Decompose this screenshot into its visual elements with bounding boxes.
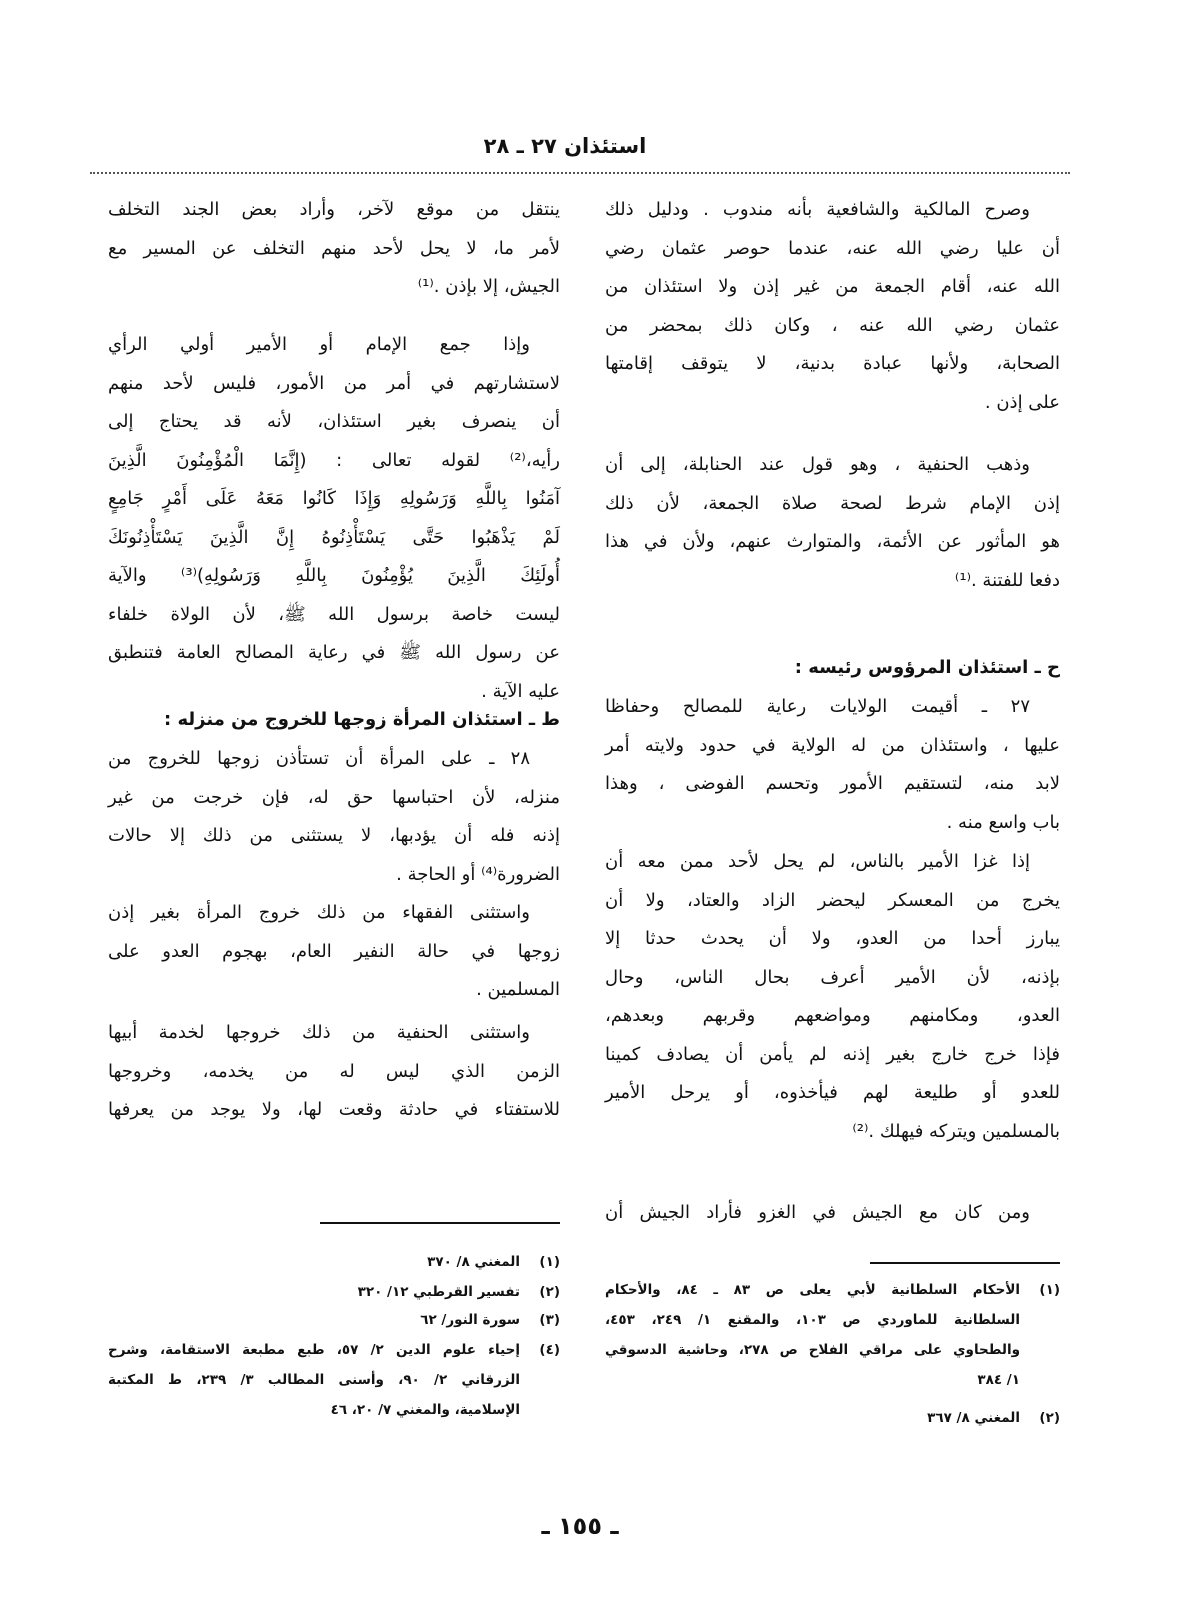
text-line: وذهب الحنفية ، وهو قول عند الحنابلة، إلى أن [605,454,1030,475]
footnote-line [605,1403,1060,1433]
footnote-text: المغني ٨/ ٣٧٠ [427,1254,520,1270]
footnote-line [108,1305,560,1335]
text-line: بإذنه، لأن الأمير أعرف بحال الناس، وحال [605,966,1060,988]
footnote [605,1403,1060,1433]
paragraph [108,740,560,894]
paragraph [605,446,1060,600]
footnote-number: (٤) [539,1342,560,1358]
footnote-number: (٣) [539,1312,560,1328]
paragraph [605,688,1060,842]
text-line: العدو، ومكامنهم ومواضعهم وقربهم وبعدهم، [605,1005,1060,1026]
paragraph [605,843,1060,1151]
text-line: ط ـ استئذان المرأة زوجها للخروج من منزله : [164,709,560,730]
text-line: ح ـ استئذان المرؤوس رئيسه : [794,657,1060,678]
section-heading [605,649,1060,688]
text-line: دفعا للفتنة .⁽¹⁾ [954,569,1060,591]
footnote-divider [870,1262,1060,1264]
text-line: إذا غزا الأمير بالناس، لم يحل لأحد ممن معه أن [605,851,1030,872]
footnote-number: (١) [539,1254,560,1270]
text-line: فإذا خرج خارج بغير إذنه لم يأمن أن يصادف كمينا [605,1043,1060,1065]
footnote-line [605,1275,1060,1305]
footnote-line [108,1277,560,1307]
footnote [108,1247,560,1277]
footnote-number: (٢) [539,1284,560,1300]
text-line: على إذن . [984,391,1060,413]
footnote [108,1335,560,1425]
footnote-divider [320,1222,560,1224]
text-line: ٢٧ ـ أقيمت الولايات رعاية للمصالح وحفاظا [605,696,1030,717]
text-line: يبارز أحدا من العدو، ولا أن يحدث حدثا إلا [605,928,1060,949]
text-line: آمَنُوا بِاللَّهِ وَرَسُولِهِ وَإِذَا كَانُوا مَعَهُ عَلَى أَمْرٍ جَامِعٍ [108,488,560,509]
text-line: باب واسع منه . [946,811,1060,833]
text-line: واستثنى الحنفية من ذلك خروجها لخدمة أبيها [108,1022,530,1043]
paragraph [108,326,560,711]
text-line: ليست خاصة برسول الله ﷺ، لأن الولاة خلفاء [108,603,560,625]
footnote-line [108,1335,560,1365]
footnote-text: المغني ٨/ ٣٦٧ [927,1410,1020,1426]
paragraph [605,191,1060,422]
text-line: بالمسلمين ويتركه فيهلك .⁽²⁾ [852,1120,1060,1142]
text-line: ٢٨ ـ على المرأة أن تستأذن زوجها للخروج من [108,748,530,769]
text-line: أُولَئِكَ الَّذِينَ يُؤْمِنُونَ بِاللَّهِ وَرَسُولِهِ)⁽³⁾ والآية [108,565,560,586]
footnote-line [108,1247,560,1277]
footnote-line: ١/ ٣٨٤ [977,1372,1020,1388]
footnote-line: السلطانية للماوردي ص ١٠٣، والمقنع ١/ ٢٤٩، ٤٥٣، [605,1312,1020,1328]
text-line: عثمان رضي الله عنه ، وكان ذلك بمحضر من [605,314,1060,336]
text-line: عليها ، واستئذان من له الولاية في حدود ولايته أمر [605,734,1060,756]
paragraph [108,894,560,1010]
footnote-line: الزرقاني ٢/ ٩٠، وأسنى المطالب ٣/ ٢٣٩، ط المكتبة [108,1372,520,1388]
header-dotted-divider [90,172,1070,174]
text-line: الله عنه، أقام الجمعة من غير إذن ولا استئذان من [605,276,1060,297]
text-line: للاستفتاء في حادثة وقعت لها، ولا يوجد من يعرفها [108,1099,560,1120]
paragraph [108,1014,560,1130]
text-line: ينتقل من موقع لآخر، وأراد بعض الجند التخلف [108,199,560,220]
footnote [108,1305,560,1335]
text-line: أن ينصرف بغير استئذان، لأنه قد يحتاج إلى [108,411,560,432]
text-line: للعدو أو طليعة لهم فيأخذوه، أو يرحل الأمير [605,1082,1060,1103]
text-line: وصرح المالكية والشافعية بأنه مندوب . ودليل ذلك [605,199,1030,220]
text-line: إذنه فله أن يؤدبها، لا يستثنى من ذلك إلا حالات [108,825,560,846]
text-line: وإذا جمع الإمام أو الأمير أولي الرأي [108,334,530,355]
text-line: لاستشارتهم في أمر من الأمور، فليس لأحد منهم [108,372,560,394]
text-line: الصحابة، ولأنها عبادة بدنية، لا يتوقف إقامتها [605,353,1060,374]
footnote-text: الأحكام السلطانية لأبي يعلى ص ٨٣ ـ ٨٤، والأحكام [605,1282,1021,1298]
text-line: عليه الآية . [481,680,560,702]
text-line: عن رسول الله ﷺ في رعاية المصالح العامة فتنطبق [108,642,560,663]
text-line: هو المأثور عن الأئمة، والمتوارث عنهم، ولأن في هذا [605,531,1060,552]
text-line: زوجها في حالة النفير العام، بهجوم العدو على [108,940,560,962]
paragraph [108,191,560,307]
footnote-number: (١) [1039,1282,1061,1298]
footnote-line: والطحاوي على مراقي الفلاح ص ٢٧٨، وحاشية الدسوقي [605,1342,1020,1358]
text-line: لأمر ما، لا يحل لأحد منهم التخلف عن المسير مع [108,237,560,259]
paragraph [605,1194,1060,1233]
footnote [108,1277,560,1307]
text-line: الضرورة⁽⁴⁾ أو الحاجة . [396,863,560,885]
section-heading [108,701,560,740]
text-line: واستثنى الفقهاء من ذلك خروج المرأة بغير إذن [108,902,530,923]
footnote-text: سورة النور/ ٦٢ [420,1312,520,1328]
text-line: رأيه،⁽²⁾ لقوله تعالى : (إِنَّمَا الْمُؤْمِنُونَ الَّذِينَ [108,449,560,471]
footnote-number: (٢) [1039,1410,1060,1426]
running-header: استئذان ٢٧ ـ ٢٨ [483,134,647,158]
text-line: ومن كان مع الجيش في الغزو فأراد الجيش أن [605,1202,1030,1223]
footnote-text: تفسير القرطبي ١٢/ ٣٢٠ [357,1284,520,1300]
footnote [605,1275,1060,1395]
text-line: إذن الإمام شرط لصحة صلاة الجمعة، لأن ذلك [605,492,1060,514]
text-line: الزمن الذي ليس له من يخدمه، وخروجها [108,1060,560,1082]
footnote-line: الإسلامية، والمغني ٧/ ٢٠، ٤٦ [330,1402,520,1418]
text-line: يخرج من المعسكر ليحضر الزاد والعتاد، ولا أن [605,889,1060,911]
text-line: منزله، لأن احتباسها حق له، فإن خرجت من غير [108,786,560,808]
text-line: الجيش، إلا بإذن .⁽¹⁾ [417,276,560,297]
text-line: لابد منه، لتستقيم الأمور وتحسم الفوضى ، وهذا [605,773,1060,794]
text-line: المسلمين . [476,979,560,1000]
page-number: ـ ١٥٥ ـ [541,1512,619,1540]
text-line: أن عليا رضي الله عنه، عندما حوصر عثمان رضي [605,237,1060,259]
footnote-text: إحياء علوم الدين ٢/ ٥٧، طبع مطبعة الاستقامة، وشرح [108,1342,520,1358]
text-line: لَمْ يَذْهَبُوا حَتَّى يَسْتَأْذِنُوهُ إِنَّ الَّذِينَ يَسْتَأْذِنُونَكَ [108,526,560,548]
